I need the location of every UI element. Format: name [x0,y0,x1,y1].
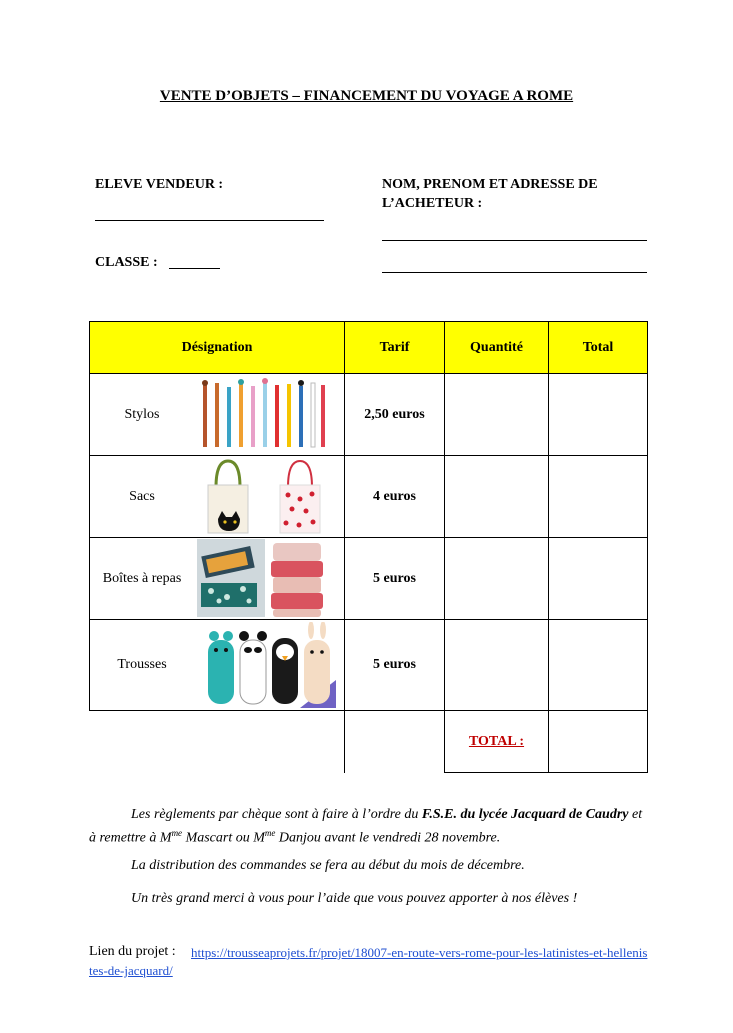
designation-cell [90,538,345,620]
price-cell: 2,50 euros [345,374,445,456]
quantity-cell[interactable] [445,538,549,620]
total-cell[interactable] [549,538,648,620]
total-row [90,711,648,773]
lunch-boxes-icon [197,539,327,617]
price-cell: 4 euros [345,456,445,538]
quantity-cell[interactable] [445,374,549,456]
quantity-cell[interactable] [445,620,549,711]
header-total: Total [549,322,648,374]
header-quantite: Quantité [445,322,549,374]
header-designation: Désignation [90,322,345,374]
total-label: TOTAL : [445,711,549,773]
table-row [90,620,648,711]
buyer-label-2: L’ACHETEUR : [382,196,483,211]
seller-name-line[interactable] [95,220,324,221]
thanks-paragraph: Un très grand merci à vous pour l’aide que vous pouvez apporter à nos élèves ! [131,891,578,906]
order-table [89,321,648,773]
header-tarif: Tarif [345,322,445,374]
total-cell[interactable] [549,374,648,456]
tote-bags-icon [200,459,330,534]
item-name: Stylos [124,406,160,422]
price-cell: 5 euros [345,620,445,711]
page-title: VENTE D’OBJETS – FINANCEMENT DU VOYAGE A ROME [159,88,574,104]
buyer-label-1: NOM, PRENOM ET ADRESSE DE [382,177,598,192]
payment-paragraph: Les règlements par chèque sont à faire à l’ordre du F.S.E. du lycée Jacquard de Caudry et à remettre à $M^{me}$ Mascart ou $M^{me}$ Danjou avant le vendredi 28 novembre. [89,807,643,846]
buyer-line-2[interactable] [382,272,647,273]
buyer-line-1[interactable] [382,240,647,241]
total-cell[interactable] [549,620,648,711]
grand-total-cell[interactable] [549,711,648,773]
class-line[interactable] [169,268,220,269]
project-link[interactable]: https://trousseaprojets.fr/projet/18007-en-route-vers-rome-pour-les-latinistes-et-hellenistes-de-jacquard/ [89,945,648,978]
item-name: Trousses [117,657,167,672]
pens-icon [200,377,330,452]
pencil-cases-icon [200,622,336,708]
quantity-cell[interactable] [445,456,549,538]
table-header-row [90,322,648,374]
table-row [90,374,648,456]
designation-cell [90,456,345,538]
price-cell: 5 euros [345,538,445,620]
designation-cell [90,374,345,456]
distribution-paragraph: La distribution des commandes se fera au début du mois de décembre. [131,858,525,873]
link-label: Lien du projet : [89,944,176,959]
table-row [90,456,648,538]
seller-label: ELEVE VENDEUR : [95,177,224,192]
class-label: CLASSE : [95,255,158,270]
designation-cell [90,620,345,711]
item-name: Boîtes à repas [102,570,182,586]
table-row [90,538,648,620]
total-cell[interactable] [549,456,648,538]
item-name: Sacs [129,488,155,504]
